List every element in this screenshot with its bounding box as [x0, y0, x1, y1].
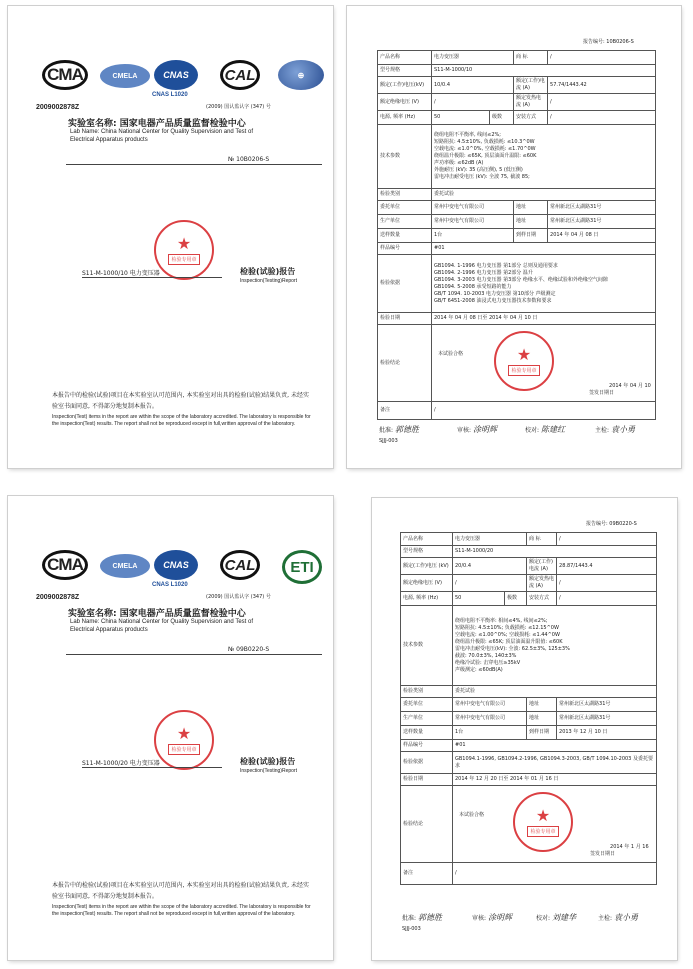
label-grade: 级数: [490, 111, 514, 125]
lab-name-cn: 实验室名称: 国家电器产品质量监督检验中心: [68, 119, 246, 129]
cmela-logo-icon: CMELA: [100, 554, 150, 578]
value-sample: #01: [432, 243, 656, 255]
eti-logo-icon: ETI: [282, 550, 322, 584]
doc-number: 报告编号: 10B0206-S: [583, 39, 634, 45]
label-trademark: 商 标: [514, 51, 548, 65]
cert-number-secondary: (2009) 国认监认字 (347) 号: [206, 104, 271, 110]
cmela-logo-icon: CMELA: [100, 64, 150, 88]
label-arrival: 到样日期: [527, 726, 557, 740]
reviewer-signature: 审核: 涂明辉: [472, 913, 512, 922]
statement-en: Inspection(Test) items in the report are within the scope of the laboratory accredited. The laboratory is responsible for the inspection(Test) results. The report shall not be reproduced except in full,written approval of the laboratory.: [52, 414, 311, 427]
approver-signature: 批准: 郭德胜: [402, 913, 442, 922]
logo-row: [42, 60, 324, 102]
value-product-name: 电力变压器: [432, 51, 514, 65]
inspection-seal: [513, 792, 573, 852]
label-model: 型号规格: [378, 65, 432, 77]
value-maker: 常州中变电气有限公司: [453, 712, 527, 726]
cert-number: 2009002878Z: [36, 104, 80, 111]
report-number: № 10B0206-S: [228, 156, 270, 163]
value-client: 常州中变电气有限公司: [432, 201, 514, 215]
label-remark: 备注: [378, 402, 432, 420]
cnas-logo-icon: CNAS: [154, 60, 198, 90]
lab-name-en: Lab Name: China National Center for Quality Supervision and Test of Electrical Apparatus products: [70, 129, 253, 143]
statement-cn: 本报告中的检验(试验)项目在本实验室认可范围内, 本实验室对出具的检验(试验)结果负责, 未经实验室书面同意, 不得部分地复制本报告。: [52, 882, 309, 900]
main-inspector-signature: 主检: 袁小勇: [598, 913, 638, 922]
label-product-name: 产品名称: [401, 533, 453, 546]
value-install: /: [557, 592, 657, 606]
label-insulation: 额定绝缘电压 (V): [378, 94, 432, 111]
label-test-type: 检验类别: [378, 189, 432, 201]
star-icon: ★: [176, 233, 192, 253]
report-title-en: Inspection(Testing)Report: [240, 768, 297, 774]
value-maker: 常州中变电气有限公司: [432, 215, 514, 229]
label-test-date: 检验日期: [378, 313, 432, 325]
value-sign-date: 2014 年 1 月 16 日: [610, 844, 649, 857]
value-voltage: 20/0.4: [453, 558, 527, 575]
label-quantity: 送样数量: [401, 726, 453, 740]
main-inspector-signature: 主检: 袁小勇: [595, 425, 635, 434]
value-tech: 绕组电阻不平衡率, 线间≤2%; 短路阻抗: 4.5±10%, 负载损耗: ≤10.3^0W 空载电流: ≤1.0^0%, 空载损耗: ≤1.70^0W 绕组温升极限: ≤65K, 顶层油面升温限: ≤60K 声功率级: ≤62dB (A) 外施耐压 (kV): 35 (高压侧), 5 (低压侧) 雷电冲击耐受电压 (kV): 全波 75, 截波 85;: [432, 125, 656, 189]
seal-text: 检验专用章: [508, 365, 539, 376]
label-heat-current: 额定发热电流 (A): [514, 94, 548, 111]
statement-en: Inspection(Test) items in the report are within the scope of the laboratory accredited. The laboratory is responsible for the inspection(Test) results. The report shall not be reproduced except in full,written approval of the laboratory.: [52, 904, 311, 917]
label-frequency: 电源, 频率 (Hz): [401, 592, 453, 606]
globe-logo-icon: ⊕: [278, 60, 324, 90]
approver-signature: 批准: 郭德胜: [379, 425, 419, 434]
cover-page-bottom: [8, 496, 333, 960]
cma-logo-icon: CMA: [42, 60, 88, 90]
value-basis: GB1094. 1-1996 电力变压器 第1部分 总则及通用要求 GB1094. 2-1996 电力变压器 第2部分 温升 GB1094. 3-2003 电力变压器 第3部分 绝缘水平、绝缘试验和外绝缘空气间隙 GB1094. 5-2008 承受短路的能力 GB/T 1094. 10-2003 电力变压器 第10部分 声级测定 GB/T 6451-2008 油浸式电力变压器技术参数和要求: [432, 255, 656, 313]
form-code: SJJJ-003: [402, 926, 421, 932]
label-address: 地址: [514, 201, 548, 215]
value-test-type: 委托试验: [453, 686, 657, 698]
value-current: 57.74/1443.42: [548, 77, 656, 94]
value-quantity: 1台: [453, 726, 527, 740]
value-install: /: [548, 111, 656, 125]
report-title-en: Inspection(Testing)Report: [240, 278, 297, 284]
cert-number-secondary: (2009) 国认监认字 (347) 号: [206, 594, 271, 600]
label-tech: 技术参数: [378, 125, 432, 189]
doc-number: 报告编号: 09B0220-S: [586, 521, 637, 527]
value-remark: /: [432, 402, 656, 420]
star-icon: ★: [516, 344, 532, 364]
value-trademark: /: [557, 533, 657, 546]
report-title-cn: 检验(试验)报告: [240, 267, 296, 276]
conclusion-cell: [432, 325, 656, 402]
report-table: [377, 50, 656, 420]
lab-name-cn: 实验室名称: 国家电器产品质量监督检验中心: [68, 609, 246, 619]
label-sign-date: 签发日期: [590, 851, 611, 857]
value-trademark: /: [548, 51, 656, 65]
cover-page-top: [8, 6, 333, 468]
label-maker: 生产单位: [378, 215, 432, 229]
value-arrival: 2014 年 04 月 08 日: [548, 229, 656, 243]
label-trademark: 商 标: [527, 533, 557, 546]
value-tech: 绕组电阻不平衡率: 相间≤4%, 线间≤2%; 短路阻抗: 4.5±10%; 负载损耗: ≤12.15^0W 空载电流: ≤1.00^0%; 空载损耗: ≤1.44^0W 绕组温升极限: ≤65K; 顶层油面温升限值: ≤60K 雷电冲击耐受电压(kV): 全波: 62.5±3%, 125±3% 截波: 70.0±3%, 140±3% 绝缘冷试验: 击穿电压≥35kV 声级测定: ≤60dB(A): [453, 606, 657, 686]
inspection-seal: [494, 331, 554, 391]
label-sample: 样品编号: [378, 243, 432, 255]
value-sign-date: 2014 年 04 月 10 日: [609, 383, 651, 396]
value-heat-current: /: [557, 575, 657, 592]
value-voltage: 10/0.4: [432, 77, 514, 94]
value-insulation: /: [432, 94, 514, 111]
label-grade: 极数: [505, 592, 527, 606]
model-line: S11-M-1000/20 电力变压器: [82, 758, 222, 768]
label-test-date: 检验日期: [401, 774, 453, 786]
label-insulation: 额定绝缘电压 (V): [401, 575, 453, 592]
label-install: 安装方式: [527, 592, 557, 606]
logo-row: [42, 550, 324, 592]
label-test-type: 检验类别: [401, 686, 453, 698]
label-voltage: 额定(工作)电压 (kV): [401, 558, 453, 575]
seal-text: 检验专用章: [168, 254, 199, 265]
label-arrival: 到样日期: [514, 229, 548, 243]
lab-name-en: Lab Name: China National Center for Quality Supervision and Test of Electrical Apparatus products: [70, 619, 253, 633]
label-install: 安装方式: [514, 111, 548, 125]
label-conclusion: 检验结论: [378, 325, 432, 402]
cal-logo-icon: CAL: [220, 550, 260, 580]
model-line: S11-M-1000/10 电力变压器: [82, 268, 222, 278]
label-remark: 备注: [401, 863, 453, 885]
cnas-subtitle: CNAS L1020: [152, 92, 188, 98]
label-sign-date: 签发日期: [589, 390, 610, 396]
label-basis: 检验依据: [378, 255, 432, 313]
divider: [66, 654, 322, 655]
value-quantity: 1台: [432, 229, 514, 243]
star-icon: ★: [176, 723, 192, 743]
label-address-2: 地址: [514, 215, 548, 229]
label-tech: 技术参数: [401, 606, 453, 686]
label-address: 地址: [527, 698, 557, 712]
label-maker: 生产单位: [401, 712, 453, 726]
value-model: S11-M-1000/10: [432, 65, 656, 77]
value-address-2: 常州新北区太湖路31号: [557, 712, 657, 726]
value-test-date: 2014 年 12 月 20 日至 2014 年 01 月 16 日: [453, 774, 657, 786]
label-frequency: 电源, 频率 (Hz): [378, 111, 432, 125]
seal-text: 检验专用章: [168, 744, 199, 755]
value-current: 28.87/1443.4: [557, 558, 657, 575]
value-address: 常州新北区太湖路31号: [557, 698, 657, 712]
label-current: 额定(工作)电流 (A): [514, 77, 548, 94]
value-remark: /: [453, 863, 657, 885]
label-quantity: 送样数量: [378, 229, 432, 243]
label-basis: 检验依据: [401, 752, 453, 774]
label-conclusion: 检验结论: [401, 786, 453, 863]
cert-number: 2009002878Z: [36, 594, 80, 601]
report-number: № 09B0220-S: [228, 646, 270, 653]
report-table: [400, 532, 657, 885]
label-heat-current: 额定发热电流 (A): [527, 575, 557, 592]
value-frequency: 50: [453, 592, 505, 606]
label-client: 委托单位: [401, 698, 453, 712]
label-current: 额定(工作)电流 (A): [527, 558, 557, 575]
value-basis: GB1094.1-1996, GB1094.2-1996, GB1094.3-2003, GB/T 1094.10-2003 及委托要求: [453, 752, 657, 774]
cnas-logo-icon: CNAS: [154, 550, 198, 580]
value-conclusion: 本试验合格: [459, 812, 485, 818]
form-code: SJJJ-003: [379, 438, 398, 444]
conclusion-cell: [453, 786, 657, 863]
label-product-name: 产品名称: [378, 51, 432, 65]
label-sample: 样品编号: [401, 740, 453, 752]
value-test-type: 委托试验: [432, 189, 656, 201]
label-voltage: 额定(工作)电压(kV): [378, 77, 432, 94]
value-test-date: 2014 年 04 月 08 日至 2014 年 04 月 10 日: [432, 313, 656, 325]
value-conclusion: 本试验合格: [438, 351, 464, 357]
value-heat-current: /: [548, 94, 656, 111]
report-page-bottom: [372, 498, 677, 960]
report-page-top: [347, 6, 681, 468]
report-title-cn: 检验(试验)报告: [240, 757, 296, 766]
checker-signature: 校对: 刘建华: [536, 913, 576, 922]
value-insulation: /: [453, 575, 527, 592]
reviewer-signature: 审核: 涂明辉: [457, 425, 497, 434]
cma-logo-icon: CMA: [42, 550, 88, 580]
divider: [66, 164, 322, 165]
label-client: 委托单位: [378, 201, 432, 215]
label-model: 型号规格: [401, 546, 453, 558]
statement-cn: 本报告中的检验(试验)项目在本实验室认可范围内, 本实验室对出具的检验(试验)结果负责, 未经实验室书面同意, 不得部分地复制本报告。: [52, 392, 309, 410]
cnas-subtitle: CNAS L1020: [152, 582, 188, 588]
cal-logo-icon: CAL: [220, 60, 260, 90]
checker-signature: 校对: 陈建红: [525, 425, 565, 434]
value-address: 常州新北区太湖路31号: [548, 201, 656, 215]
label-address-2: 地址: [527, 712, 557, 726]
value-frequency: 50: [432, 111, 490, 125]
value-arrival: 2013 年 12 月 10 日: [557, 726, 657, 740]
seal-text: 检验专用章: [527, 826, 558, 837]
value-address-2: 常州新北区太湖路31号: [548, 215, 656, 229]
star-icon: ★: [535, 805, 551, 825]
value-sample: #01: [453, 740, 657, 752]
value-client: 常州中变电气有限公司: [453, 698, 527, 712]
value-model: S11-M-1000/20: [453, 546, 657, 558]
value-product-name: 电力变压器: [453, 533, 527, 546]
